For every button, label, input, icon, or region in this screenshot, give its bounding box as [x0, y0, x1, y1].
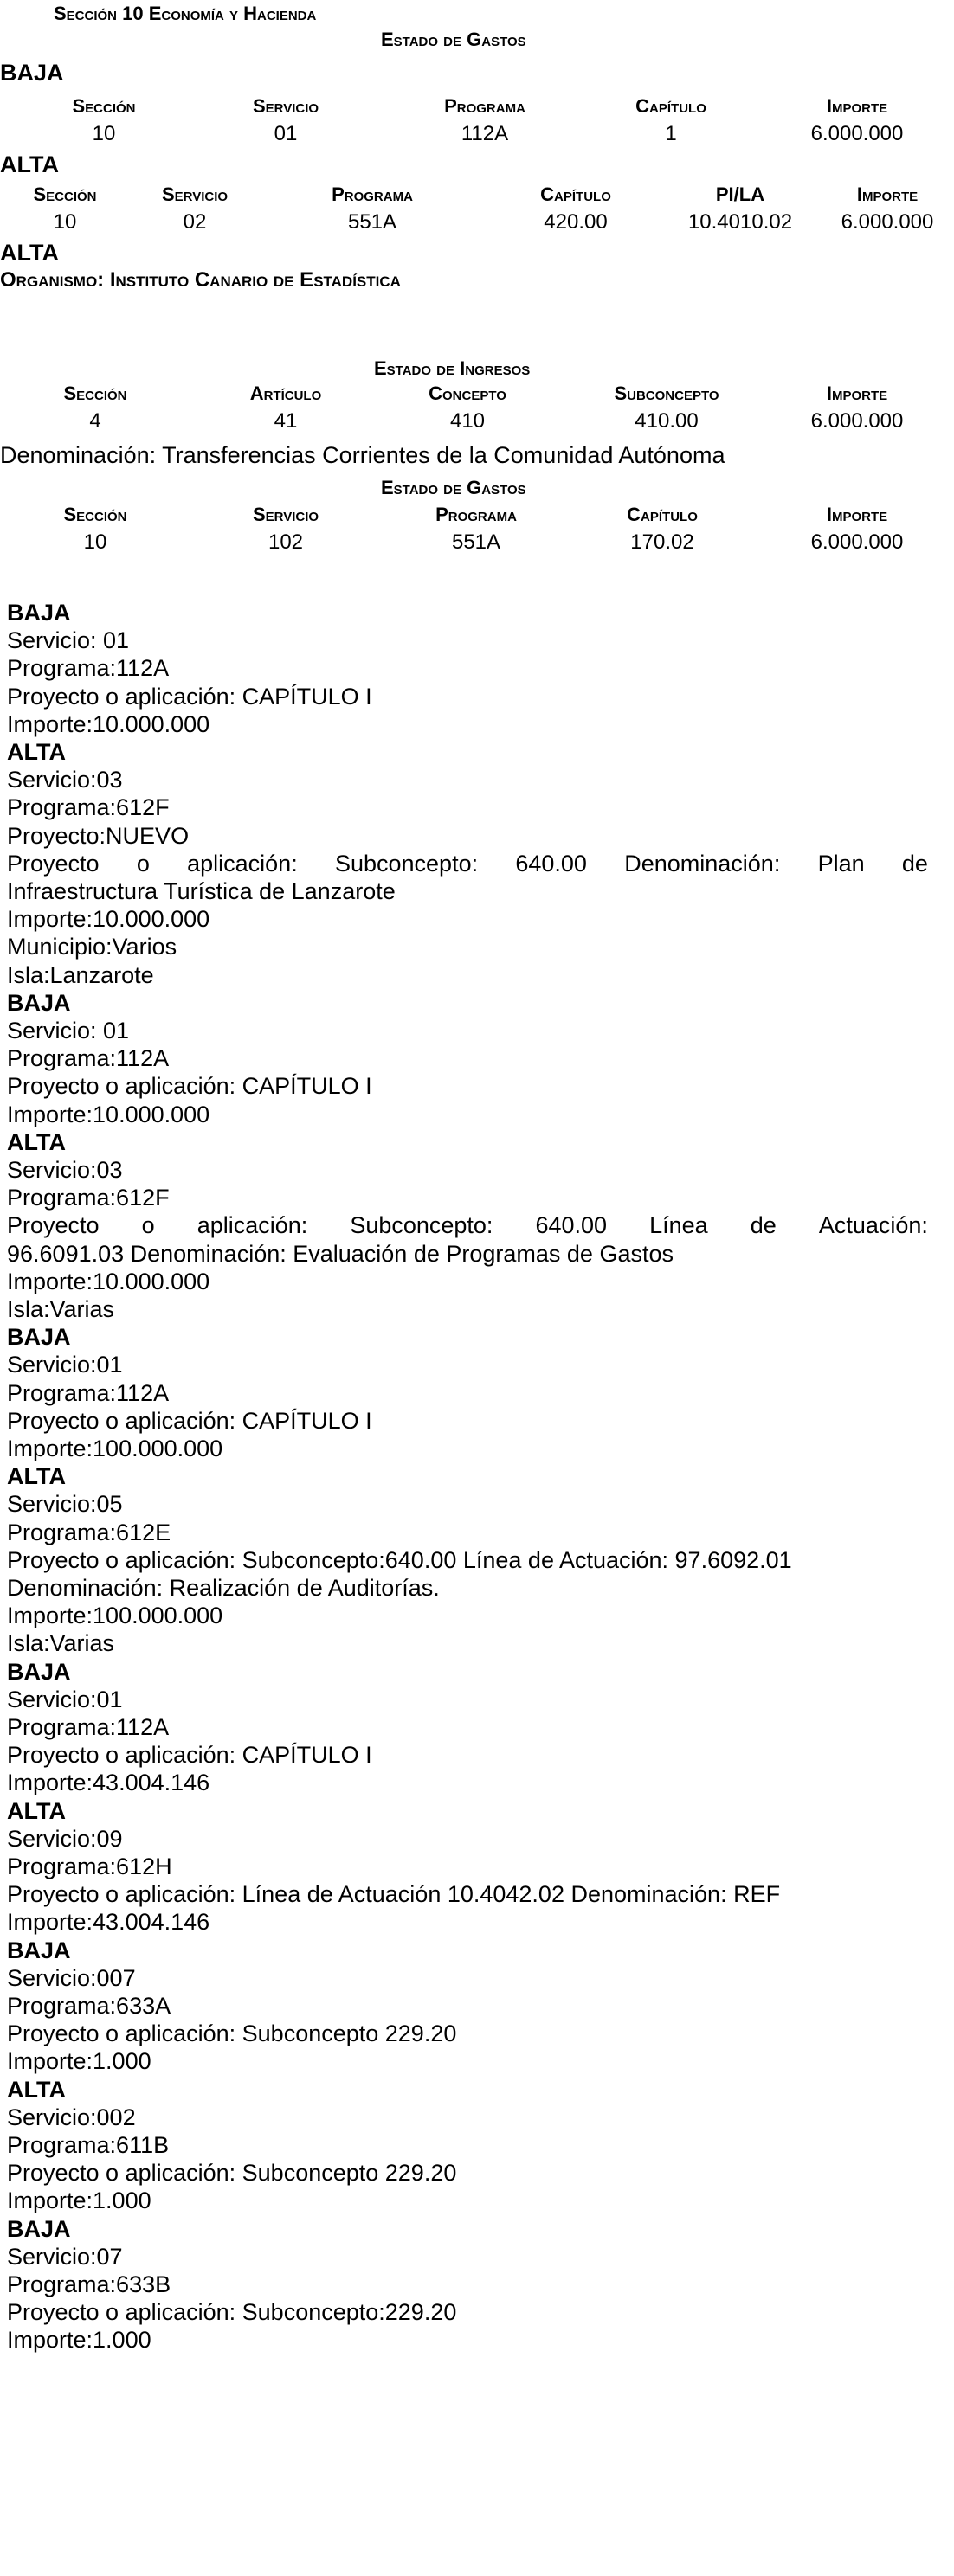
entry-line: Isla:Varias: [7, 1296, 115, 1322]
cell-importe: 6.000.000: [810, 409, 904, 433]
entry-line: Servicio: 01: [7, 1018, 130, 1044]
ingresos-table: [0, 381, 954, 436]
entry-line: Proyecto o aplicación: Subconcepto 229.20: [7, 2160, 457, 2186]
entry-line: Programa:612F: [7, 794, 170, 820]
entry-line: Programa:633B: [7, 2271, 171, 2297]
section-title: Sección 10 Economía y Hacienda: [54, 3, 317, 24]
cell-seccion: 10: [83, 530, 107, 554]
baja-label: BAJA: [7, 600, 71, 626]
entry-line: Programa:612F: [7, 1185, 170, 1211]
col-header-seccion: Sección: [63, 382, 127, 404]
entry-line: Programa:612E: [7, 1519, 171, 1545]
gastos-table: [0, 502, 954, 557]
denominacion-line: Denominación: Transferencias Corrientes de la Comunidad Autónoma: [0, 442, 725, 468]
col-header-articulo: Artículo: [249, 382, 322, 404]
col-header-importe: Importe: [826, 504, 888, 525]
col-header-servicio: Servicio: [252, 504, 319, 525]
entry-line: Importe:1.000: [7, 2327, 151, 2353]
col-header-importe: Importe: [856, 183, 919, 205]
entry-line: Servicio:09: [7, 1826, 123, 1852]
entry-line: Servicio:002: [7, 2104, 136, 2130]
alta-label: ALTA: [7, 2077, 66, 2103]
col-header-seccion: Sección: [63, 504, 127, 525]
alta-label: ALTA: [0, 240, 59, 266]
col-header-servicio: Servicio: [252, 95, 319, 117]
cell-concepto: 410: [449, 409, 486, 433]
cell-capitulo: 170.02: [630, 530, 694, 554]
alta-label: ALTA: [7, 1129, 66, 1155]
col-header-concepto: Concepto: [429, 382, 506, 404]
entry-line: Importe:1.000: [7, 2187, 151, 2213]
cell-subconcepto: 410.00: [635, 409, 699, 433]
col-header-servicio: Servicio: [161, 183, 229, 205]
entry-line: Municipio:Varios: [7, 934, 177, 960]
col-header-subconcepto: Subconcepto: [614, 382, 719, 404]
entry-line: Programa:611B: [7, 2132, 170, 2158]
entry-line: Programa:612H: [7, 1853, 172, 1879]
entry-line: Proyecto o aplicación: Subconcepto: 640.00 Denominación: Plan de: [7, 851, 928, 877]
entry-line: Importe:43.004.146: [7, 1770, 210, 1795]
entry-line: Proyecto o aplicación: Línea de Actuación 10.4042.02 Denominación: REF: [7, 1881, 781, 1907]
cell-importe: 6.000.000: [810, 122, 904, 145]
entry-line: Importe:10.000.000: [7, 711, 210, 737]
entry-line: Proyecto o aplicación: Subconcepto 229.20: [7, 2020, 457, 2046]
col-header-programa: Programa: [444, 95, 525, 117]
entry-line: Servicio:07: [7, 2244, 123, 2270]
baja-label: BAJA: [7, 1659, 71, 1685]
cell-servicio: 02: [183, 210, 207, 234]
entry-line: Servicio:03: [7, 767, 123, 793]
entry-line: Proyecto o aplicación: CAPÍTULO I: [7, 1408, 372, 1434]
entry-line: Proyecto o aplicación: CAPÍTULO I: [7, 1742, 372, 1768]
entry-line: Proyecto o aplicación: CAPÍTULO I: [7, 1073, 372, 1099]
entry-line: Denominación: Realización de Auditorías.: [7, 1575, 440, 1601]
cell-programa: 551A: [347, 210, 397, 234]
organismo-line: Organismo: Instituto Canario de Estadística: [0, 268, 401, 292]
cell-servicio: 01: [274, 122, 298, 145]
cell-seccion: 10: [92, 122, 116, 145]
entry-line: Proyecto:NUEVO: [7, 823, 190, 849]
entry-line: Importe:100.000.000: [7, 1603, 223, 1628]
col-header-pila: PI/LA: [715, 183, 765, 205]
entry-line: Proyecto o aplicación: Subconcepto: 640.00 Línea de Actuación:: [7, 1212, 928, 1238]
col-header-capitulo: Capítulo: [627, 504, 698, 525]
entry-line: Programa:112A: [7, 1045, 170, 1071]
baja-table: [0, 93, 954, 149]
entry-line: Infraestructura Turística de Lanzarote: [7, 878, 396, 904]
entry-line: Programa:633A: [7, 1993, 171, 2019]
col-header-seccion: Sección: [72, 95, 136, 117]
estado-ingresos-title: Estado de Ingresos: [374, 357, 531, 379]
col-header-capitulo: Capítulo: [635, 95, 706, 117]
baja-label: BAJA: [7, 1937, 71, 1963]
col-header-seccion: Sección: [33, 183, 97, 205]
estado-gastos-title: Estado de Gastos: [381, 477, 526, 498]
entry-line: Servicio:01: [7, 1352, 123, 1378]
entry-line: Programa:112A: [7, 1380, 170, 1406]
entry-line: Importe:10.000.000: [7, 1102, 210, 1127]
entry-line: Servicio:03: [7, 1157, 123, 1183]
alta-label: ALTA: [7, 1463, 66, 1489]
cell-seccion: 4: [89, 409, 101, 433]
entry-line: Proyecto o aplicación: Subconcepto:640.00 Línea de Actuación: 97.6092.01: [7, 1547, 792, 1573]
col-header-importe: Importe: [826, 95, 888, 117]
entry-line: Proyecto o aplicación: CAPÍTULO I: [7, 684, 372, 710]
entry-line: Servicio:01: [7, 1686, 123, 1712]
entry-line: Programa:112A: [7, 1714, 170, 1740]
alta-label: ALTA: [0, 151, 59, 177]
entry-line: Programa:112A: [7, 655, 170, 681]
alta-label: ALTA: [7, 1798, 66, 1824]
entry-line: Isla:Lanzarote: [7, 962, 154, 988]
entry-line: Importe:1.000: [7, 2048, 151, 2074]
cell-importe: 6.000.000: [810, 530, 904, 554]
entry-line: Importe:10.000.000: [7, 906, 210, 932]
cell-programa: 551A: [451, 530, 501, 554]
baja-label: BAJA: [7, 2216, 71, 2242]
cell-articulo: 41: [274, 409, 298, 433]
col-header-programa: Programa: [435, 504, 517, 525]
col-header-importe: Importe: [826, 382, 888, 404]
entry-line: Servicio: 01: [7, 627, 130, 653]
baja-label: BAJA: [7, 990, 71, 1016]
entry-line: 96.6091.03 Denominación: Evaluación de Programas de Gastos: [7, 1241, 674, 1267]
entry-line: Importe:100.000.000: [7, 1436, 223, 1461]
col-header-capitulo: Capítulo: [540, 183, 611, 205]
alta-label: ALTA: [7, 739, 66, 765]
alta-table: [0, 182, 954, 237]
cell-capitulo: 1: [665, 122, 677, 145]
cell-programa: 112A: [461, 122, 509, 145]
col-header-programa: Programa: [332, 183, 413, 205]
cell-pila: 10.4010.02: [687, 210, 793, 234]
cell-seccion: 10: [53, 210, 77, 234]
estado-gastos-title: Estado de Gastos: [381, 29, 526, 50]
entry-line: Importe:10.000.000: [7, 1269, 210, 1294]
cell-importe: 6.000.000: [841, 210, 934, 234]
entry-line: Servicio:05: [7, 1491, 123, 1517]
cell-capitulo: 420.00: [544, 210, 608, 234]
entry-line: Isla:Varias: [7, 1630, 115, 1656]
entry-line: Importe:43.004.146: [7, 1909, 210, 1935]
baja-label: BAJA: [7, 1324, 71, 1350]
baja-label: BAJA: [0, 60, 64, 86]
cell-servicio: 102: [268, 530, 304, 554]
entry-line: Proyecto o aplicación: Subconcepto:229.20: [7, 2299, 457, 2325]
entry-line: Servicio:007: [7, 1965, 136, 1991]
